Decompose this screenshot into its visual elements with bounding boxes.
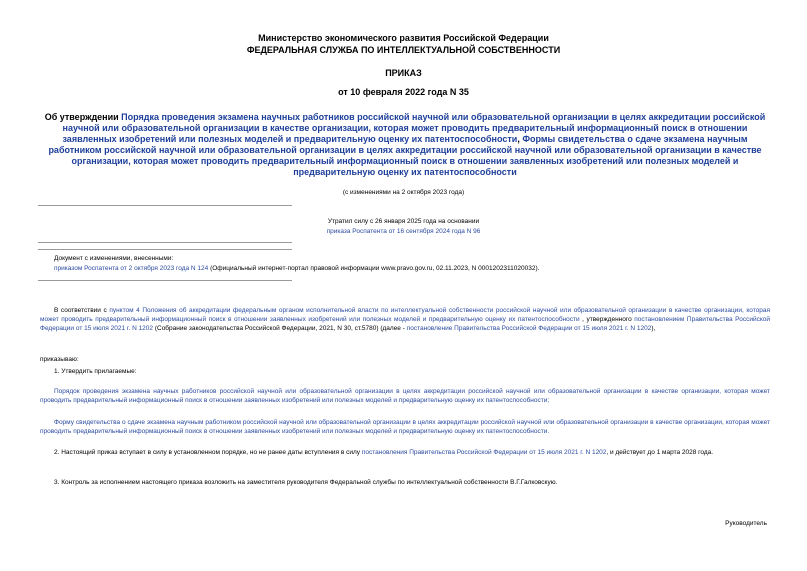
item-1b xyxy=(40,418,770,436)
amend-source: (Официальный интернет-портал правовой информации www.pravo.gov.ru, 02.11.2023, N 0001202311020032). xyxy=(208,265,540,272)
link-form-approved[interactable]: Форму свидетельства о сдаче экзамена научным работником российской научной или образовательной организации в целях аккредитации российской научной или образовательной организации в качестве организации, которая может проводить предварительный информационный поиск в отношении заявленных изобретений или полезных моделей и предварительную оценку их патентоспособности. xyxy=(40,419,770,435)
preamble-text: (Собрание законодательства Российской Федерации, 2021, N 30, ст.5780) (далее - xyxy=(153,325,407,332)
link-procedure-approved[interactable]: Порядок проведения экзамена научных работников российской научной или образовательной организации в целях аккредитации российской научной или образовательной организации в качестве организации, которая может проводить предварительный информационный поиск в отношении заявленных изобретений или полезных моделей и предварительную оценку их патентоспособности; xyxy=(40,388,770,404)
preamble-text: В соответствии с xyxy=(54,307,110,314)
signature: Руководитель xyxy=(725,520,767,527)
preamble-text: , утвержденного xyxy=(579,316,635,323)
link-resolution-1202-item2[interactable]: постановления Правительства Российской Федерации от 15 июля 2021 г. N 1202 xyxy=(361,449,607,456)
item-2-text: , и действует до 1 марта 2028 года. xyxy=(606,449,714,456)
expired-text: Утратил силу с 26 января 2025 года на основании xyxy=(327,218,480,225)
doc-type: ПРИКАЗ xyxy=(385,68,422,78)
doc-date: от 10 февраля 2022 года N 35 xyxy=(338,87,469,97)
item-2 xyxy=(40,448,770,457)
divider xyxy=(38,242,292,243)
title-prefix: Об утверждении xyxy=(44,112,122,122)
link-amend-order[interactable]: приказом Роспатента от 2 октября 2023 года N 124 xyxy=(54,265,209,272)
link-regulation-p4[interactable]: пунктом 4 Положения об аккредитации федеральным органом исполнительной власти по интеллектуальной собственности российской научной или образовательной организации в качестве организации, которая может проводить предварительный информационный поиск в отношении заявленных изобретений или полезных моделей и предварительную оценку их патентоспособности xyxy=(40,307,771,323)
doc-title xyxy=(40,112,770,178)
link-resolution-1202[interactable]: постановлением Правительства Российской Федерации от 15 июля 2021 г. N 1202 xyxy=(40,316,770,332)
item-1: 1. Утвердить прилагаемые: xyxy=(54,368,137,375)
order-word: приказываю: xyxy=(40,356,79,363)
link-certificate-form[interactable]: Формы свидетельства о сдаче экзамена научным работником российской научной или образовательной организации в целях аккредитации российской научной или образовательной организации в качестве организации, которая может проводить предварительный информационный поиск в отношении заявленных изобретений или полезных моделей и предварительную оценку их патентоспособности xyxy=(48,134,762,177)
service-name: ФЕДЕРАЛЬНАЯ СЛУЖБА ПО ИНТЕЛЛЕКТУАЛЬНОЙ СОБСТВЕННОСТИ xyxy=(246,45,561,55)
changes-note: (с изменениями на 2 октября 2023 года) xyxy=(342,189,465,196)
ministry-name: Министерство экономического развития Российской Федерации xyxy=(258,33,549,43)
expired-link-line xyxy=(0,227,807,236)
amend-label: Документ с изменениями, внесенными: xyxy=(54,255,174,262)
link-resolution-1202-short[interactable]: постановление Правительства Российской Федерации от 15 июля 2021 г. N 1202 xyxy=(406,325,652,332)
preamble xyxy=(40,306,770,333)
item-3: 3. Контроль за исполнением настоящего приказа возложить на заместителя руководителя Федеральной службы по интеллектуальной собственности В.Г.Галковскую. xyxy=(54,479,558,486)
divider xyxy=(38,249,292,250)
amend-line xyxy=(54,264,774,273)
item-2-text: 2. Настоящий приказ вступает в силу в установленном порядке, но не ранее даты вступления в силу xyxy=(54,449,362,456)
divider xyxy=(38,205,292,206)
item-1a xyxy=(40,387,770,405)
divider xyxy=(38,280,292,281)
preamble-text: ), xyxy=(651,325,656,332)
link-expire-order[interactable]: приказа Роспатента от 16 сентября 2024 года N 96 xyxy=(326,228,481,235)
title-mid: , xyxy=(517,134,523,144)
link-procedure[interactable]: Порядка проведения экзамена научных работников российской научной или образовательной организации в целях аккредитации российской научной или образовательной организации в качестве организации, которая может проводить предварительный информационный поиск в отношении заявленных изобретений или полезных моделей и предварительную оценку их патентоспособности xyxy=(62,112,766,144)
